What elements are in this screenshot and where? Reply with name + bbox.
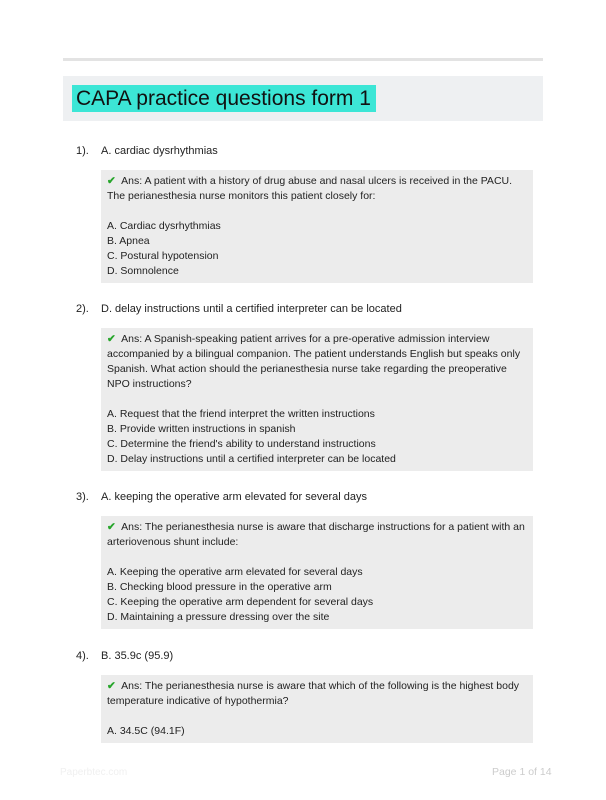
option-item: A. 34.5C (94.1F) (107, 725, 185, 737)
checkmark-icon: ✔ (107, 333, 116, 345)
option-list (107, 724, 529, 739)
ans-prefix: Ans: (121, 521, 143, 533)
question-answer: A. keeping the operative arm elevated for several days (101, 491, 367, 503)
page-title: CAPA practice questions form 1 (72, 85, 376, 112)
question-number: 3). (76, 491, 89, 503)
question-3-detail-box (101, 516, 533, 629)
ans-prefix: Ans: (121, 175, 143, 187)
question-number: 4). (76, 650, 89, 662)
checkmark-icon: ✔ (107, 521, 116, 533)
option-item: C. Postural hypotension (107, 250, 219, 262)
question-prompt (107, 174, 529, 204)
checkmark-icon: ✔ (107, 680, 116, 692)
question-2-detail-box (101, 328, 533, 471)
question-answer: B. 35.9c (95.9) (101, 650, 174, 662)
footer-watermark: Paperbtec.com (60, 767, 128, 778)
option-item: D. Somnolence (107, 265, 179, 277)
top-divider (63, 58, 543, 61)
question-text: The perianesthesia nurse is aware that which of the following is the highest body temperature indicative of hypothermia? (107, 680, 520, 707)
ans-prefix: Ans: (121, 680, 143, 692)
question-4-detail-box (101, 675, 533, 743)
question-number: 1). (76, 145, 89, 157)
option-item: A. Keeping the operative arm elevated for several days (107, 566, 363, 578)
title-banner (63, 76, 543, 121)
option-item: D. Delay instructions until a certified interpreter can be located (107, 453, 396, 465)
option-item: A. Request that the friend interpret the written instructions (107, 408, 375, 420)
question-text: The perianesthesia nurse is aware that discharge instructions for a patient with an arteriovenous shunt include: (107, 521, 525, 548)
question-prompt (107, 332, 529, 392)
question-text: A patient with a history of drug abuse and nasal ulcers is received in the PACU. The perianesthesia nurse monitors this patient closely for: (107, 175, 513, 202)
option-item: C. Determine the friend's ability to understand instructions (107, 438, 376, 450)
option-item: B. Provide written instructions in spanish (107, 423, 296, 435)
question-answer: A. cardiac dysrhythmias (101, 145, 218, 157)
question-number: 2). (76, 303, 89, 315)
option-item: D. Maintaining a pressure dressing over the site (107, 611, 330, 623)
option-item: B. Checking blood pressure in the operative arm (107, 581, 332, 593)
option-list (107, 407, 529, 467)
option-item: A. Cardiac dysrhythmias (107, 220, 221, 232)
question-text: A Spanish-speaking patient arrives for a pre-operative admission interview accompanied by a bilingual companion. The patient understands English but speaks only Spanish. What action should the perianesthesia nurse take regarding the preoperative NPO instructions? (107, 333, 521, 390)
option-item: B. Apnea (107, 235, 150, 247)
question-1-detail-box (101, 170, 533, 283)
option-item: C. Keeping the operative arm dependent for several days (107, 596, 374, 608)
question-prompt (107, 679, 529, 709)
checkmark-icon: ✔ (107, 175, 116, 187)
page-counter: Page 1 of 14 (492, 766, 552, 778)
option-list (107, 219, 529, 279)
question-answer: D. delay instructions until a certified interpreter can be located (101, 303, 402, 315)
question-prompt (107, 520, 529, 550)
ans-prefix: Ans: (121, 333, 143, 345)
option-list (107, 565, 529, 625)
